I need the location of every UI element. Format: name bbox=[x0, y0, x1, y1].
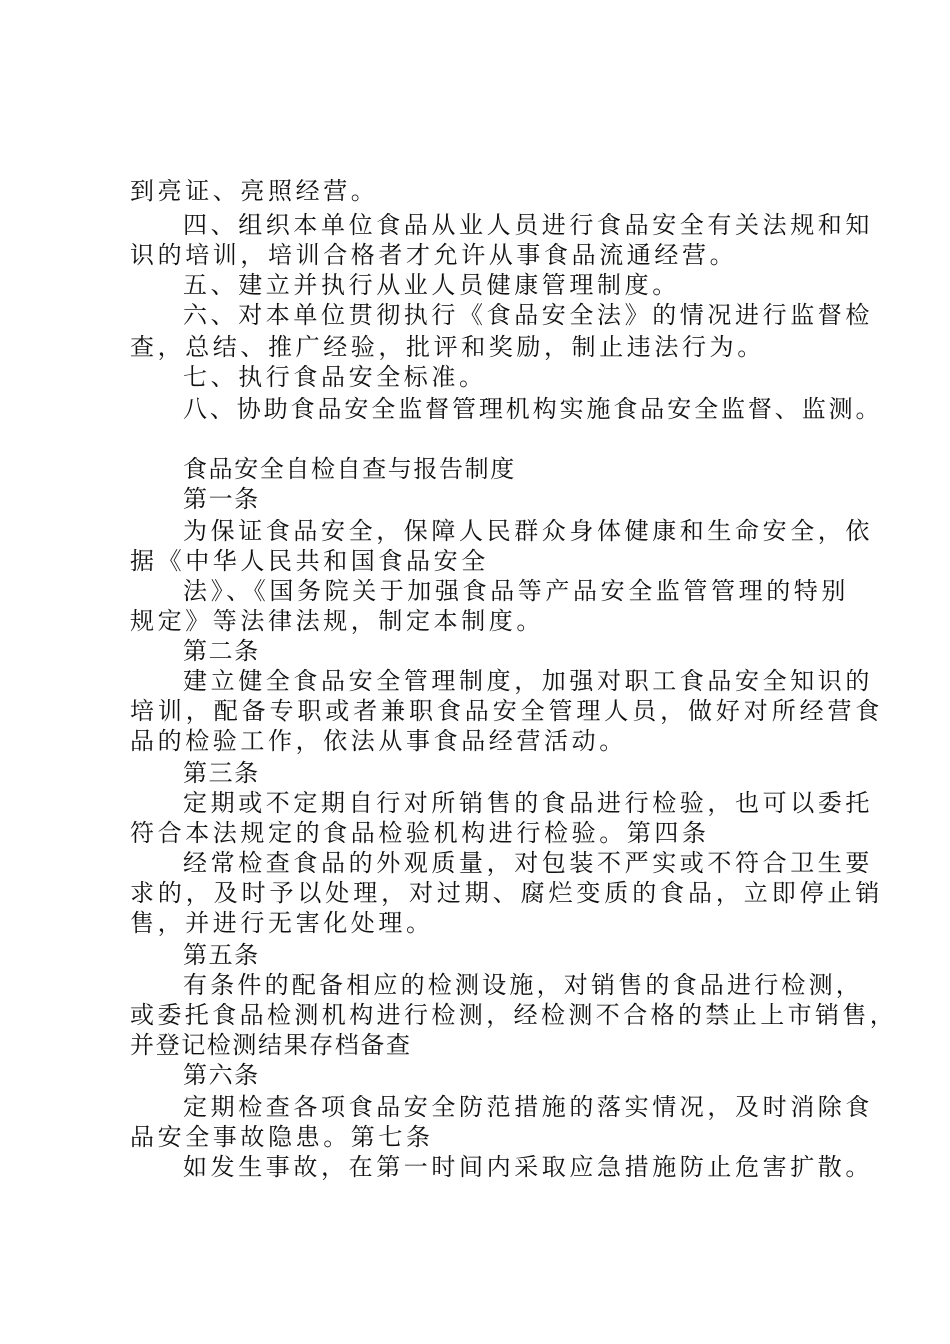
text-line: 为保证食品安全，保障人民群众身体健康和生命安全，依 bbox=[183, 517, 873, 545]
text-line: 七、执行食品安全标准。 bbox=[183, 363, 487, 391]
text-line: 查，总结、推广经验，批评和奖励，制止违法行为。 bbox=[130, 333, 765, 361]
section-title: 食品安全自检自查与报告制度 bbox=[183, 455, 516, 483]
text-line: 经常检查食品的外观质量，对包装不严实或不符合卫生要 bbox=[183, 849, 873, 877]
text-line: 售，并进行无害化处理。 bbox=[130, 909, 434, 937]
text-line: 法》、《国务院关于加强食品等产品安全监管管理的特别 bbox=[183, 577, 849, 605]
article-heading: 第三条 bbox=[183, 759, 260, 787]
text-line: 五、建立并执行从业人员健康管理制度。 bbox=[183, 271, 680, 299]
text-line: 规定》等法律法规，制定本制度。 bbox=[130, 607, 544, 635]
article-heading: 第二条 bbox=[183, 637, 260, 665]
text-line: 识的培训，培训合格者才允许从事食品流通经营。 bbox=[130, 241, 738, 269]
text-line: 并登记检测结果存档备查 bbox=[130, 1031, 412, 1059]
text-line: 六、对本单位贯彻执行《食品安全法》的情况进行监督检 bbox=[183, 301, 873, 329]
text-line: 四、组织本单位食品从业人员进行食品安全有关法规和知 bbox=[183, 211, 873, 239]
text-line: 有条件的配备相应的检测设施，对销售的食品进行检测， bbox=[183, 971, 863, 999]
text-line: 符合本法规定的食品检验机构进行检验。第四条 bbox=[130, 819, 710, 847]
text-line: 如发生事故，在第一时间内采取应急措施防止危害扩散。 bbox=[183, 1153, 873, 1181]
text-line: 到亮证、亮照经营。 bbox=[130, 177, 379, 205]
text-line: 求的，及时予以处理，对过期、腐烂变质的食品，立即停止销 bbox=[130, 879, 884, 907]
text-line: 培训，配备专职或者兼职食品安全管理人员，做好对所经营食 bbox=[130, 697, 884, 725]
text-line: 品的检验工作，依法从事食品经营活动。 bbox=[130, 727, 627, 755]
article-heading: 第五条 bbox=[183, 941, 260, 969]
text-line: 定期检查各项食品安全防范措施的落实情况，及时消除食 bbox=[183, 1093, 873, 1121]
text-line: 品安全事故隐患。第七条 bbox=[130, 1123, 434, 1151]
text-line: 定期或不定期自行对所销售的食品进行检验，也可以委托 bbox=[183, 789, 873, 817]
text-line: 建立健全食品安全管理制度，加强对职工食品安全知识的 bbox=[183, 667, 873, 695]
text-line: 或委托食品检测机构进行检测，经检测不合格的禁止上市销售， bbox=[130, 1001, 898, 1029]
article-heading: 第一条 bbox=[183, 485, 260, 513]
text-line: 据《中华人民共和国食品安全 bbox=[130, 547, 489, 575]
text-line: 八、协助食品安全监督管理机构实施食品安全监督、监测。 bbox=[183, 395, 883, 423]
article-heading: 第六条 bbox=[183, 1061, 260, 1089]
